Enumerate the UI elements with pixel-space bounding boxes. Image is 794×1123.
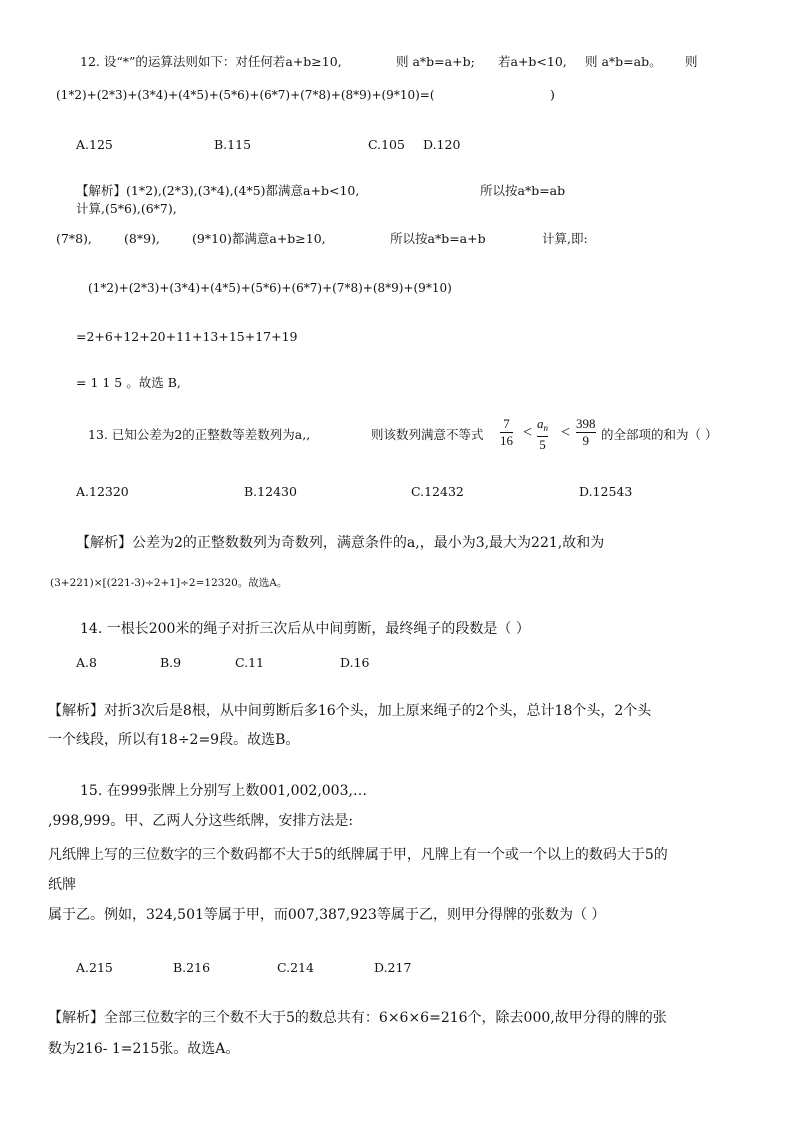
q12-analysis-line-1a: 【解析】(1*2),(2*3),(3*4),(4*5)都满意a+b<10, bbox=[76, 183, 360, 198]
q12-analysis-expression: (1*2)+(2*3)+(3*4)+(4*5)+(5*6)+(6*7)+(7*8)+(8*9)+(9*10) bbox=[88, 281, 452, 295]
q15-stem-line-3: 凡纸牌上写的三位数字的三个数码都不大于5的纸牌属于甲，凡牌上有一个或一个以上的数码大于5的 bbox=[48, 847, 668, 863]
q14-option-c: C.11 bbox=[235, 655, 264, 670]
q12-analysis-line-3c: (9*10)都满意a+b≥10, bbox=[192, 231, 326, 246]
q13-stem-part-2: 则该数列满意不等式 bbox=[371, 427, 484, 442]
q12-stem-part-3: 若a+b<10, bbox=[498, 54, 567, 69]
q12-stem-part-2: 则 a*b=a+b; bbox=[396, 54, 475, 69]
q12-analysis-line-3d: 所以按a*b=a+b bbox=[390, 231, 486, 246]
q12-option-c: C.105 bbox=[368, 137, 405, 152]
q15-stem-line-1: 15. 在999张牌上分别写上数001,002,003,… bbox=[80, 783, 367, 799]
q13-option-c: C.12432 bbox=[411, 484, 464, 499]
q13-option-d: D.12543 bbox=[579, 484, 633, 499]
q12-option-d: D.120 bbox=[423, 137, 461, 152]
q13-option-b: B.12430 bbox=[244, 484, 297, 499]
q12-option-a: A.125 bbox=[76, 137, 113, 152]
q13-stem-part-3: 的全部项的和为（ ） bbox=[601, 427, 718, 442]
sequence-term-subscript: n bbox=[543, 423, 548, 433]
q12-analysis-line-2: 计算,(5*6),(6*7), bbox=[76, 201, 177, 216]
q15-stem-line-5: 属于乙。例如，324,501等属于甲，而007,387,923等属于乙，则甲分得牌的张数为（ ） bbox=[48, 907, 606, 923]
q13-stem-part-1: 13. 已知公差为2的正整数等差数列为a,, bbox=[88, 427, 311, 442]
q14-stem: 14. 一根长200米的绳子对折三次后从中间剪断，最终绳子的段数是（ ） bbox=[80, 621, 530, 637]
q14-option-d: D.16 bbox=[340, 655, 370, 670]
q12-expression: (1*2)+(2*3)+(3*4)+(4*5)+(5*6)+(6*7)+(7*8)+(8*9)+(9*10)=( bbox=[56, 88, 435, 102]
q15-stem-line-4: 纸牌 bbox=[48, 877, 76, 893]
less-than-sign: < bbox=[561, 424, 571, 441]
fraction-denominator: 5 bbox=[539, 437, 546, 452]
q13-fraction-398-9 bbox=[576, 417, 596, 448]
fraction-numerator: 398 bbox=[576, 416, 596, 431]
q14-analysis-line-1: 【解析】对折3次后是8根，从中间剪断后多16个头，加上原来绳子的2个头，总计18个头，2个头 bbox=[48, 703, 652, 719]
q15-analysis-line-2: 数为216- 1=215张。故选A。 bbox=[48, 1041, 240, 1057]
q12-analysis-line-1b: 所以按a*b=ab bbox=[480, 183, 566, 198]
q15-option-d: D.217 bbox=[374, 960, 412, 975]
q15-option-a: A.215 bbox=[76, 960, 113, 975]
q15-option-b: B.216 bbox=[173, 960, 211, 975]
q12-analysis-result: = 1 1 5 。故选 B, bbox=[76, 375, 181, 390]
q12-analysis-line-3e: 计算,即: bbox=[542, 231, 588, 246]
q13-fraction-an-5 bbox=[537, 417, 548, 452]
fraction-numerator bbox=[537, 417, 548, 435]
less-than-sign: < bbox=[523, 424, 533, 441]
fraction-numerator: 7 bbox=[503, 416, 510, 431]
q15-analysis-line-1: 【解析】全部三位数字的三个数不大于5的数总共有：6×6×6=216个，除去000,故甲分得的牌的张 bbox=[48, 1010, 667, 1026]
q14-option-b: B.9 bbox=[160, 655, 182, 670]
q15-option-c: C.214 bbox=[277, 960, 314, 975]
sequence-term-symbol: a bbox=[537, 416, 544, 431]
fraction-denominator: 9 bbox=[582, 433, 589, 448]
q12-analysis-line-3a: (7*8), bbox=[56, 231, 92, 246]
q13-option-a: A.12320 bbox=[76, 484, 129, 499]
q12-expression-close: ) bbox=[550, 87, 555, 102]
q15-stem-line-2: ,998,999。甲、乙两人分这些纸牌，安排方法是: bbox=[48, 813, 354, 829]
q12-stem-part-5: 则 bbox=[685, 54, 698, 69]
q12-analysis-line-3b: (8*9), bbox=[124, 231, 160, 246]
q12-stem-part-4: 则 a*b=ab。 bbox=[585, 54, 662, 69]
fraction-denominator: 16 bbox=[500, 433, 513, 448]
q12-stem-part-1: 12. 设“*”的运算法则如下：对任何若a+b≥10, bbox=[80, 54, 342, 69]
q13-analysis-line-2: (3+221)×[(221-3)÷2+1]÷2=12320。故选A。 bbox=[50, 577, 288, 589]
q12-analysis-sum: =2+6+12+20+11+13+15+17+19 bbox=[76, 329, 298, 344]
q13-fraction-7-16 bbox=[500, 417, 513, 448]
q12-option-b: B.115 bbox=[214, 137, 252, 152]
q14-option-a: A.8 bbox=[76, 655, 97, 670]
q13-analysis-line-1: 【解析】公差为2的正整数数列为奇数列，满意条件的a,，最小为3,最大为221,故和为 bbox=[76, 535, 605, 551]
q14-analysis-line-2: 一个线段，所以有18÷2=9段。故选B。 bbox=[48, 732, 300, 748]
